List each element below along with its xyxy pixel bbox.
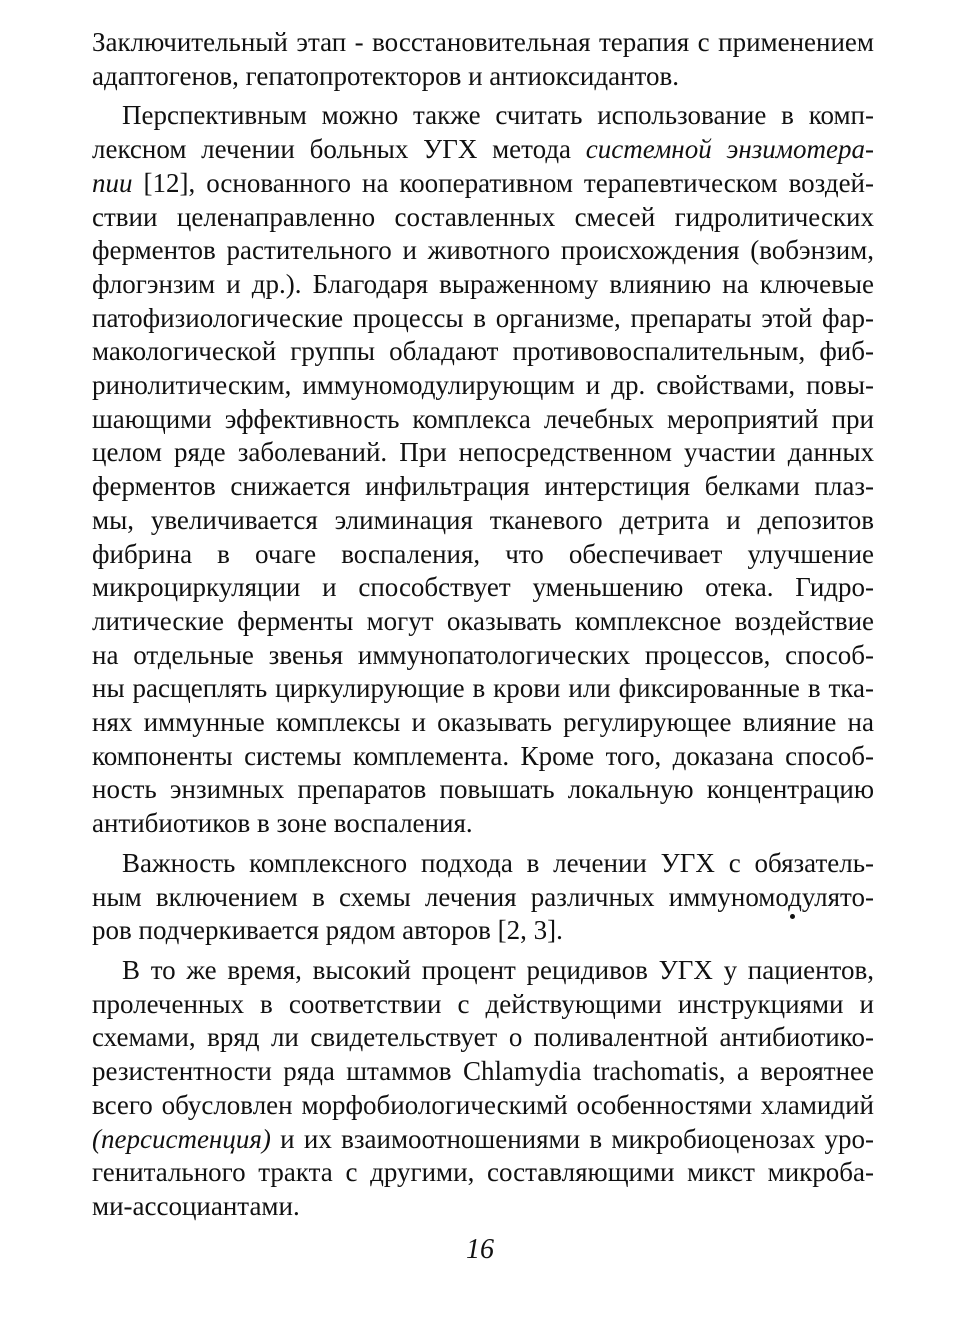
text-line: ность энзимных препаратов повышать локальную концентрацию: [92, 774, 874, 805]
text-line: на отдельные звенья иммунопатологических процессов, способ-: [92, 639, 874, 670]
text-fragment: и их взаимоотношениями в микробиоценозах уро-: [270, 1123, 874, 1154]
italic-term: системной энзимотера-: [585, 134, 874, 165]
text-line: ринолитическим, иммуномодулирующим и др. свойствами, повы-: [92, 370, 874, 401]
body-text: [92, 26, 874, 1224]
italic-term: пии: [92, 167, 133, 198]
text-line: Важность комплексного подхода в лечении УГХ с обязатель-: [122, 847, 874, 878]
text-line: ферментов снижается инфильтрация интерстиция белками плаз-: [92, 471, 874, 502]
stray-dot-mark: [790, 914, 795, 919]
text-fragment: лексном лечении больных УГХ метода: [92, 134, 586, 165]
text-line: ны расщеплять циркулирующие в крови или фиксированные в тка-: [92, 673, 874, 704]
text-line: ным включением в схемы лечения различных иммуномодулято-: [92, 881, 874, 912]
text-line: макологической группы обладают противовоспалительным, фиб-: [92, 336, 874, 367]
text-line: схемами, вряд ли свидетельствует о поливалентной антибиотико-: [92, 1022, 874, 1053]
text-line: ствии целенаправленно составленных смесей гидролитических: [92, 201, 874, 232]
text-line: шающими эффективность комплекса лечебных мероприятий при: [92, 403, 874, 434]
text-line: компоненты системы комплемента. Кроме того, доказана способ-: [92, 740, 874, 771]
text-line: Перспективным можно также считать использование в комп-: [122, 100, 874, 131]
page-number: 16: [466, 1234, 494, 1265]
text-line: адаптогенов, гепатопротекторов и антиоксидантов.: [92, 60, 679, 91]
text-line: В то же время, высокий процент рецидивов УГХ у пациентов,: [122, 954, 874, 985]
text-line: пролеченных в соответствии с действующими инструкциями и: [92, 988, 874, 1019]
text-line: мы, увеличивается элиминация тканевого детрита и депозитов: [92, 504, 874, 535]
text-line: флогэнзим и др.). Благодаря выраженному влиянию на ключевые: [92, 268, 874, 299]
text-line: [92, 1123, 874, 1157]
text-line: микроциркуляции и способствует уменьшению отека. Гидро-: [92, 572, 874, 603]
italic-term: (персистенция): [92, 1123, 271, 1154]
text-line: генитального тракта с другими, составляющими микст микроба-: [92, 1157, 874, 1188]
text-line: целом ряде заболеваний. При непосредственном участии данных: [92, 437, 874, 468]
text-fragment: [12], основанного на кооперативном терапевтическом воздей-: [132, 167, 874, 198]
text-line: резистентности ряда штаммов Chlamydia trachomatis, а вероятнее: [92, 1056, 874, 1087]
text-line: ров подчеркивается рядом авторов [2, 3].: [92, 915, 563, 946]
text-line: патофизиологические процессы в организме, препараты этой фар-: [92, 302, 874, 333]
text-line: всего обусловлен морфобиологическимй особенностями хламидий: [92, 1089, 874, 1120]
text-line: фибрина в очаге воспаления, что обеспечивает улучшение: [92, 538, 874, 569]
text-line: ферментов растительного и животного происхождения (вобэнзим,: [92, 235, 874, 266]
text-line: ми-ассоциантами.: [92, 1190, 300, 1221]
text-line: Заключительный этап - восстановительная терапия с применением: [92, 27, 874, 57]
text-line: нях иммунные комплексы и оказывать регулирующее влияние на: [92, 707, 874, 738]
text-line: антибиотиков в зоне воспаления.: [92, 808, 473, 839]
text-line: [92, 133, 874, 167]
text-line: литические ферменты могут оказывать комплексное воздействие: [92, 605, 874, 636]
text-line: [92, 167, 874, 201]
